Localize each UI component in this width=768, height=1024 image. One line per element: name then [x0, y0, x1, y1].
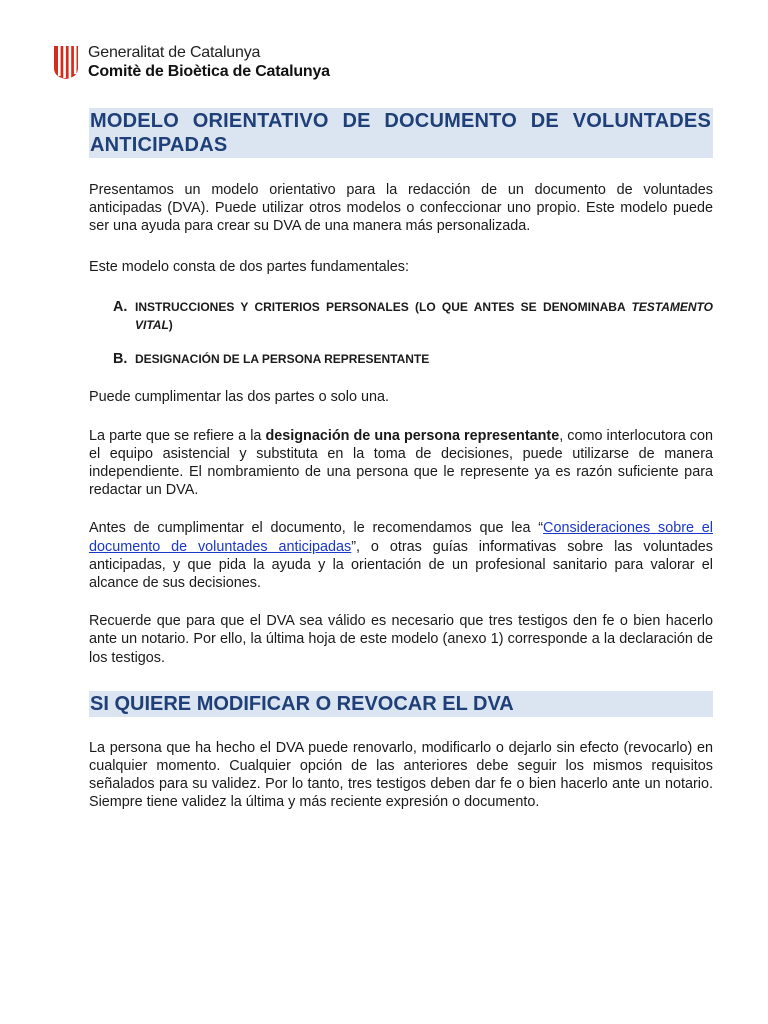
complete-parts-paragraph: Puede cumplimentar las dos partes o solo una.	[89, 389, 389, 406]
considerations-link[interactable]: Consideraciones sobre el documento de voluntades anticipadas	[89, 520, 714, 555]
representative-paragraph	[89, 427, 713, 500]
recommendation-text-before: Antes de cumplimentar el documento, le recomendamos que lea “	[89, 520, 544, 537]
list-item-a-close: )	[168, 318, 173, 333]
recommendation-text-after: ”, o otras guías informativas sobre las voluntades anticipadas, y que pida la ayuda y la orientación de un profesional sanitario para valorar el alcance de sus decisiones.	[89, 538, 713, 592]
list-marker-b: B.	[113, 351, 128, 368]
parts-list	[89, 298, 713, 369]
recommendation-paragraph	[89, 519, 713, 592]
document-body	[89, 108, 713, 812]
catalonia-flag-logo-icon	[52, 44, 80, 80]
representative-bold-text: designación de una persona representante	[265, 427, 560, 444]
list-item-a-text: INSTRUCCIONES Y CRITERIOS PERSONALES (LO QUE ANTES SE DENOMINABA	[135, 299, 626, 314]
intro-paragraph: Presentamos un modelo orientativo para la redacción de un documento de voluntades anticipadas (DVA). Puede utilizar otros modelos o confeccionar uno propio. Este modelo puede ser una ayuda para crear su DVA de una manera más personalizada.	[89, 182, 713, 235]
modify-revoke-heading: SI QUIERE MODIFICAR O REVOCAR EL DVA	[89, 691, 713, 717]
representative-text-after: , como interlocutora con el equipo asistencial y substituta en la toma de decisiones, puede utilizarse de manera independiente. El nombramiento de una persona que le represente ya es razón suficiente para redactar un DVA.	[89, 427, 714, 499]
list-item-b	[89, 350, 713, 368]
document-title: MODELO ORIENTATIVO DE DOCUMENTO DE VOLUNTADES ANTICIPADAS	[90, 110, 711, 156]
organization-line-1: Generalitat de Catalunya	[88, 43, 261, 61]
list-item-a-italic: TESTAMENTO VITAL	[135, 299, 713, 333]
organization-line-2: Comitè de Bioètica de Catalunya	[88, 62, 330, 80]
list-item-a	[89, 298, 713, 334]
modify-revoke-paragraph: La persona que ha hecho el DVA puede renovarlo, modificarlo o dejarlo sin efecto (revocarlo) en cualquier momento. Cualquier opción de las anteriores debe seguir los mismos requisitos señalados para su validez. Por lo tanto, tres testigos deben dar fe o bien hacerlo ante un notario. Siempre tiene validez la última y más reciente expresión o documento.	[89, 739, 713, 811]
parts-intro-paragraph: Este modelo consta de dos partes fundamentales:	[89, 258, 409, 275]
organization-name	[88, 45, 330, 80]
witnesses-paragraph: Recuerde que para que el DVA sea válido es necesario que tres testigos den fe o bien hacerlo ante un notario. Por ello, la última hoja de este modelo (anexo 1) corresponde a la declaración de los testigos.	[89, 613, 713, 666]
list-item-b-text: DESIGNACIÓN DE LA PERSONA REPRESENTANTE	[135, 352, 430, 367]
document-header	[52, 42, 330, 82]
representative-text-before: La parte que se refiere a la	[89, 427, 266, 444]
list-marker-a: A.	[113, 298, 128, 315]
